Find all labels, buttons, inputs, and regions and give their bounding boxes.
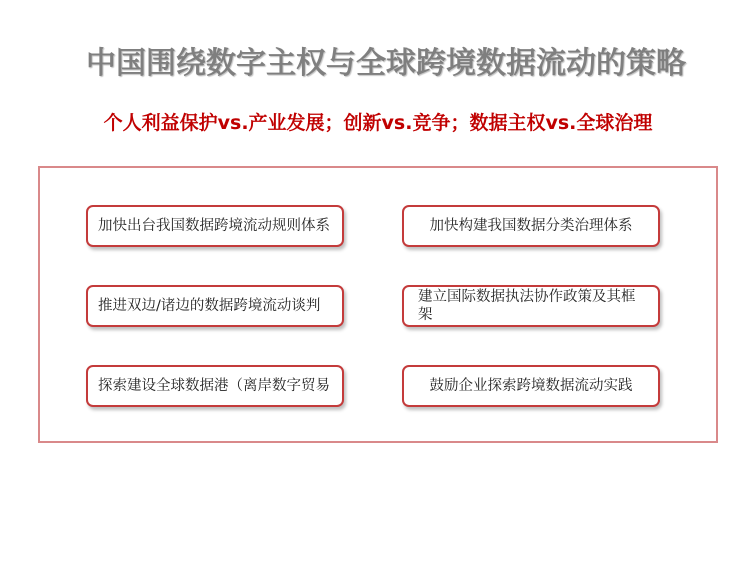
- strategy-box-label: 加快出台我国数据跨境流动规则体系: [98, 218, 330, 234]
- strategy-box-data-port: [86, 365, 344, 407]
- strategy-box-classification-governance: [402, 205, 660, 247]
- strategy-box-label: 探索建设全球数据港（离岸数字贸易: [98, 378, 330, 394]
- strategy-box-rules-system: [86, 205, 344, 247]
- strategy-box-label: 加快构建我国数据分类治理体系: [429, 218, 633, 234]
- slide-title: 中国围绕数字主权与全球跨境数据流动的策略: [86, 46, 686, 81]
- strategy-box-label: 建立国际数据执法协作政策及其框架: [418, 289, 636, 323]
- strategy-box-label: 推进双边/诸边的数据跨境流动谈判: [98, 298, 321, 314]
- strategy-box-label: 鼓励企业探索跨境数据流动实践: [429, 378, 633, 394]
- strategy-box-law-enforcement: [402, 285, 660, 327]
- strategy-box-negotiation: [86, 285, 344, 327]
- slide-subtitle: 个人利益保护vs.产业发展；创新vs.竞争；数据主权vs.全球治理: [103, 112, 653, 134]
- strategy-box-enterprise-practice: [402, 365, 660, 407]
